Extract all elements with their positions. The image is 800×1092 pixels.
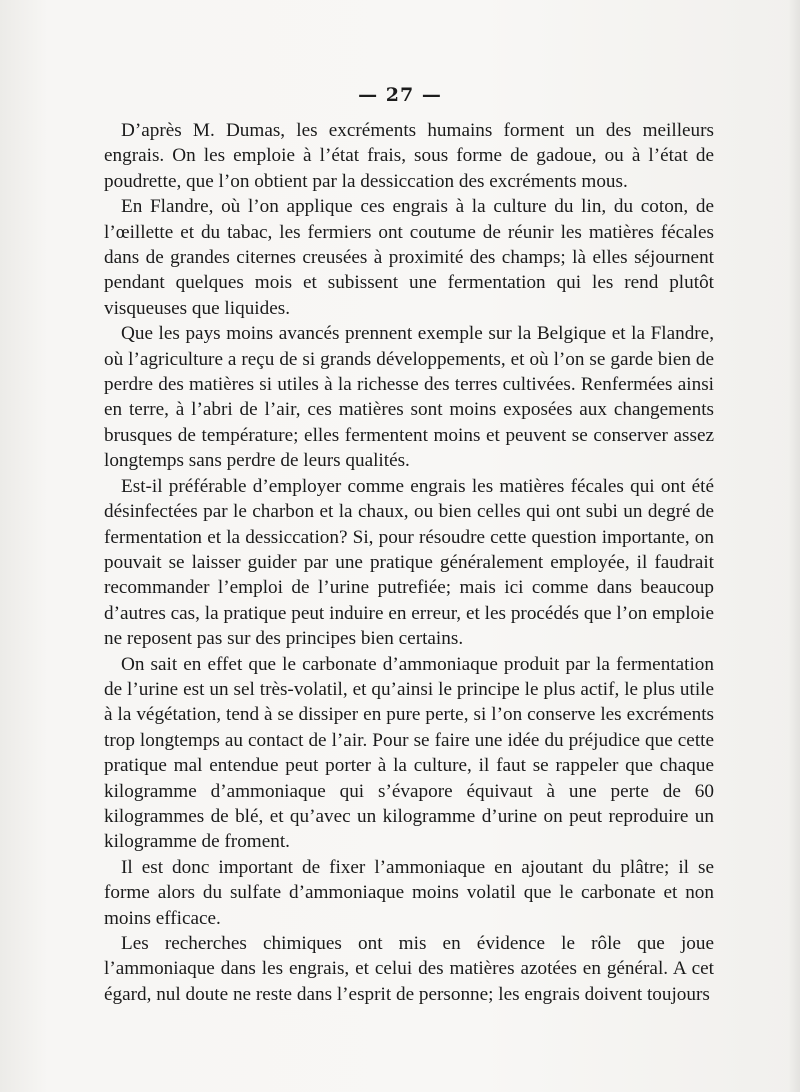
- paragraph-3: Que les pays moins avancés prennent exemple sur la Belgique et la Flandre, où l’agriculture a reçu de si grands développements, et où l’on se garde bien de perdre des matières si utiles à la richesse des terres cultivées. Renfermées ainsi en terre, à l’abri de l’air, ces matières sont moins exposées aux changements brusques de température; elles fermentent moins et peuvent se conserver assez longtemps sans perdre de leurs qualités.: [104, 323, 714, 472]
- body-text: [104, 118, 714, 1007]
- paragraph-4: Est-il préférable d’employer comme engrais les matières fécales qui ont été désinfectées par le charbon et la chaux, ou bien celles qui ont subi un degré de fermentation et la dessiccation? Si, pour résoudre cette question importante, on pouvait se laisser guider par une pratique généralement employée, il faudrait recommander l’emploi de l’urine putrefiée; mais ici comme dans beaucoup d’autres cas, la pratique peut induire en erreur, et les procédés que l’on emploie ne reposent pas sur des principes bien certains.: [104, 475, 714, 650]
- paragraph-5: On sait en effet que le carbonate d’ammoniaque produit par la fermentation de l’urine est un sel très-volatil, et qu’ainsi le principe le plus actif, le plus utile à la végétation, tend à se dissiper en pure perte, si l’on conserve les excréments trop longtemps au contact de l’air. Pour se faire une idée du préjudice que cette pratique mal entendue peut porter à la culture, il faut se rappeler que chaque kilogramme d’ammoniaque qui s’évapore équivaut à une perte de 60 kilogrammes de blé, et qu’avec un kilogramme d’urine on peut reproduire un kilogramme de froment.: [104, 653, 714, 853]
- page-edge-shadow: [788, 0, 800, 1092]
- paragraph-7: Les recherches chimiques ont mis en évidence le rôle que joue l’ammoniaque dans les engrais, et celui des matières azotées en général. A cet égard, nul doute ne reste dans l’esprit de personne; les engrais doivent toujours: [104, 933, 714, 1005]
- paragraph-2: En Flandre, où l’on applique ces engrais à la culture du lin, du coton, de l’œillette et du tabac, les fermiers ont coutume de réunir les matières fécales dans de grandes citernes creusées à proximité des champs; là elles séjournent pendant quelques mois et subissent une fermentation qui les rend plutôt visqueuses que liquides.: [104, 196, 714, 319]
- page-number: — 27 —: [358, 84, 442, 106]
- paragraph-6: Il est donc important de fixer l’ammoniaque en ajoutant du plâtre; il se forme alors du sulfate d’ammoniaque moins volatil que le carbonate et non moins efficace.: [104, 856, 714, 929]
- paragraph-1: D’après M. Dumas, les excréments humains forment un des meilleurs engrais. On les emploie à l’état frais, sous forme de gadoue, ou à l’état de poudrette, que l’on obtient par la dessiccation des excréments mous.: [104, 120, 714, 192]
